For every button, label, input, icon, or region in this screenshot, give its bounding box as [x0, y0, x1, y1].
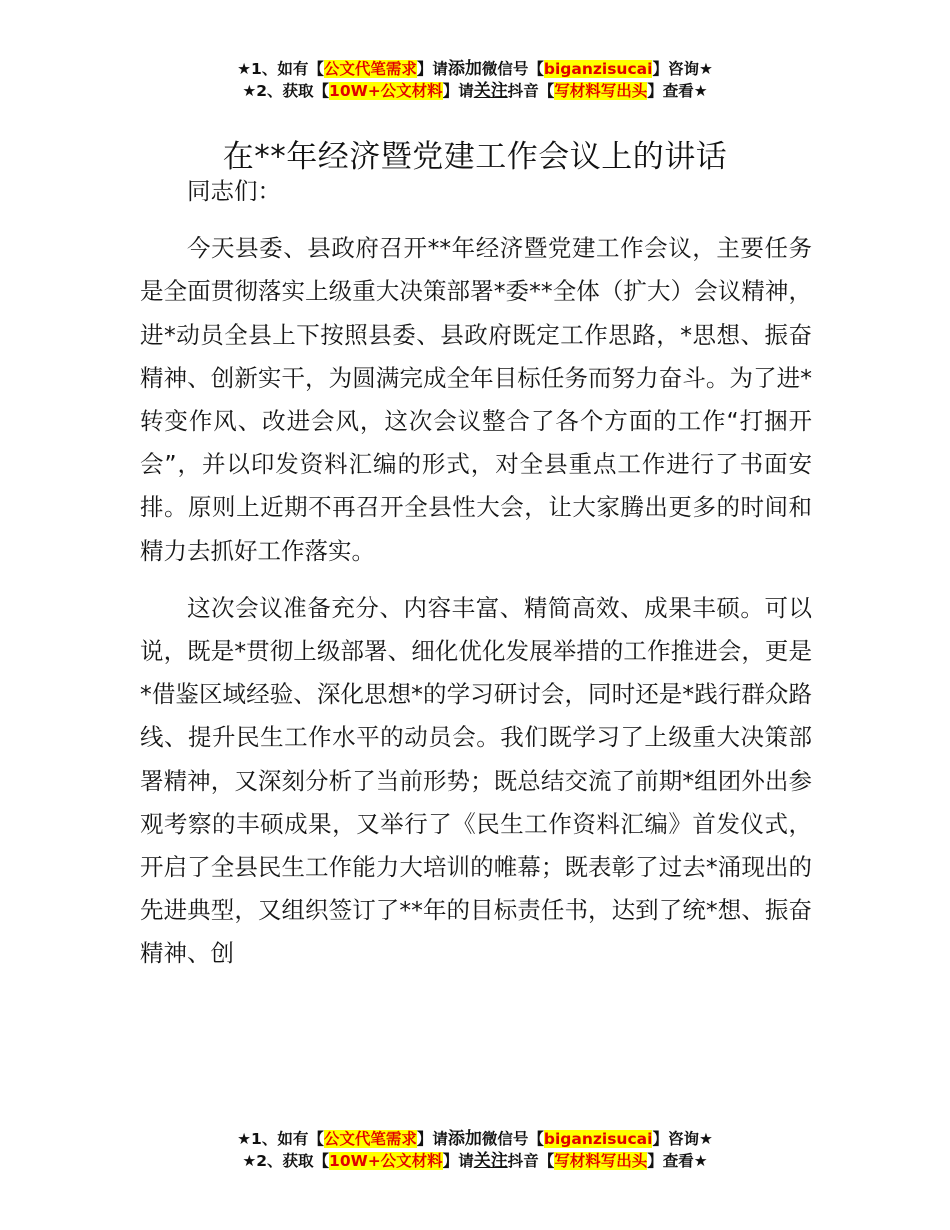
banner-text: 抖音【 — [507, 1152, 555, 1170]
banner-text: ★1、如有【 — [237, 60, 324, 78]
banner-text: 】请 — [442, 82, 474, 100]
banner-emphasis: 添加 — [447, 1129, 482, 1149]
banner-text: 】咨询★ — [652, 1130, 713, 1148]
paragraph-1: 今天县委、县政府召开**年经济暨党建工作会议，主要任务是全面贯彻落实上级重大决策部署*委**全体（扩大）会议精神，进*动员全县上下按照县委、县政府既定工作思路，*思想、振奋精神、创新实干，为圆满完成全年目标任务而努力奋斗。为了进*转变作风、改进会风，这次会议整合了各个方面的工作“打捆开会”，并以印发资料汇编的形式，对全县重点工作进行了书面安排。原则上近期不再召开全县性大会，让大家腾出更多的时间和精力去抓好工作落实。 — [140, 234, 812, 565]
banner-text: 抖音【 — [507, 82, 555, 100]
banner-text: 】咨询★ — [652, 60, 713, 78]
highlight-service: 公文代笔需求 — [323, 1130, 417, 1148]
banner-emphasis: 关注 — [473, 1151, 508, 1171]
salutation: 同志们： — [187, 177, 281, 205]
banner-text: 】查看★ — [647, 82, 708, 100]
highlight-douyin: 写材料写出头 — [554, 1152, 648, 1170]
banner-text: 】请 — [416, 1130, 448, 1148]
document-title: 在**年经济暨党建工作会议上的讲话 — [222, 138, 728, 175]
banner-line-1 — [0, 58, 950, 80]
highlight-materials: 10W+公文材料 — [329, 82, 443, 100]
highlight-wechat-id: biganzisucai — [543, 60, 653, 78]
banner-text: 】请 — [416, 60, 448, 78]
banner-text: ★2、获取【 — [242, 1152, 330, 1170]
banner-emphasis: 关注 — [473, 81, 508, 101]
document-body — [140, 170, 812, 976]
banner-line-2 — [0, 1150, 950, 1172]
highlight-douyin: 写材料写出头 — [554, 82, 648, 100]
top-banner — [0, 58, 950, 102]
banner-text: ★1、如有【 — [237, 1130, 324, 1148]
banner-text: 微信号【 — [481, 1130, 544, 1148]
paragraph-2: 这次会议准备充分、内容丰富、精简高效、成果丰硕。可以说，既是*贯彻上级部署、细化优化发展举措的工作推进会，更是*借鉴区域经验、深化思想*的学习研讨会，同时还是*践行群众路线、提升民生工作水平的动员会。我们既学习了上级重大决策部署精神，又深刻分析了当前形势；既总结交流了前期*组团外出参观考察的丰硕成果，又举行了《民生工作资料汇编》首发仪式，开启了全县民生工作能力大培训的帷幕；既表彰了过去*涌现出的先进典型，又组织签订了**年的目标责任书，达到了统*想、振奋精神、创 — [140, 593, 812, 968]
bottom-banner — [0, 1128, 950, 1172]
banner-text: 微信号【 — [481, 60, 544, 78]
banner-line-1 — [0, 1128, 950, 1150]
highlight-wechat-id: biganzisucai — [543, 1130, 653, 1148]
banner-text: ★2、获取【 — [242, 82, 330, 100]
banner-text: 】请 — [442, 1152, 474, 1170]
banner-text: 】查看★ — [647, 1152, 708, 1170]
banner-emphasis: 添加 — [447, 59, 482, 79]
banner-line-2 — [0, 80, 950, 102]
highlight-service: 公文代笔需求 — [323, 60, 417, 78]
highlight-materials: 10W+公文材料 — [329, 1152, 443, 1170]
